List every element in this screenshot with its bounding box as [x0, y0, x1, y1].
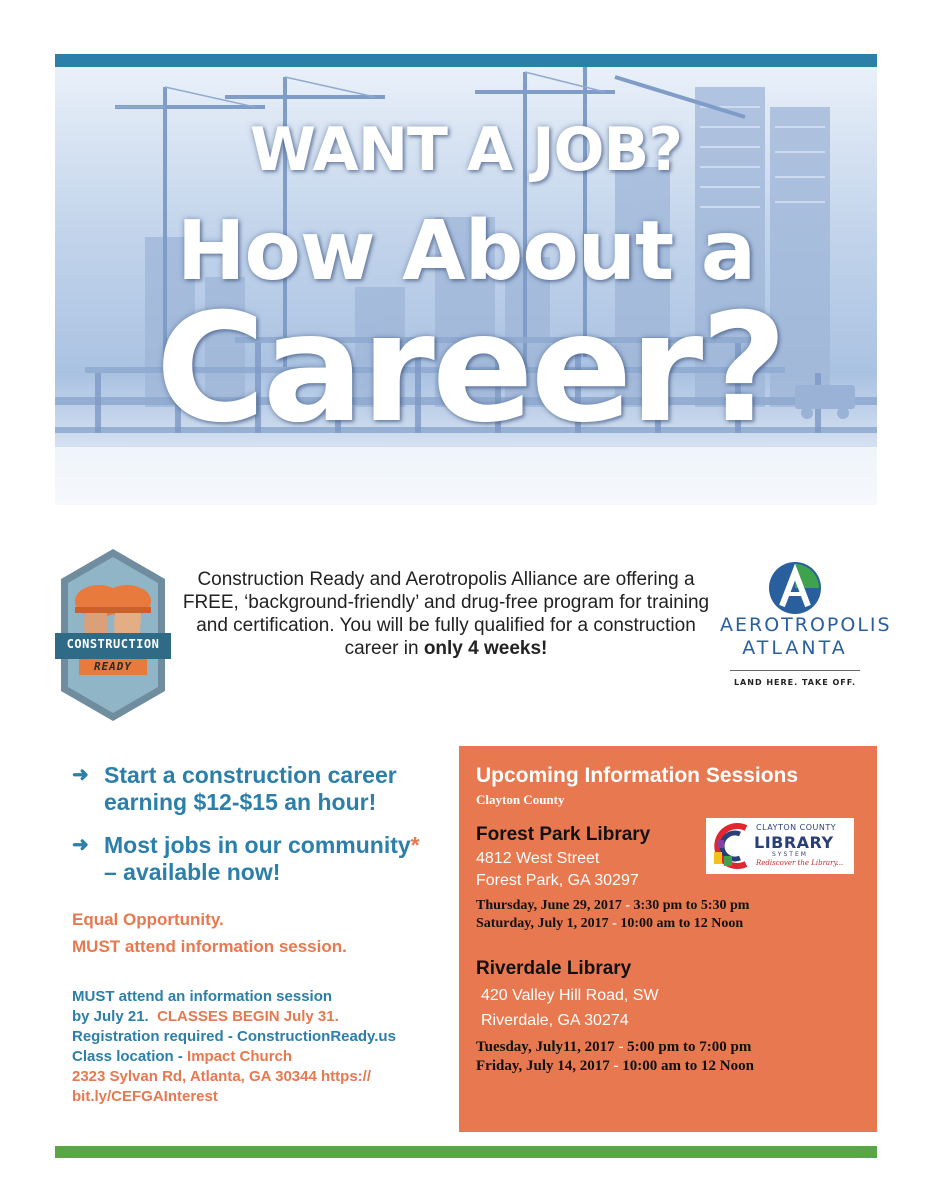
- detail-location: [72, 1047, 462, 1067]
- benefit-jobs-text: Most jobs in our community: [104, 832, 411, 858]
- top-accent-bar: [55, 54, 877, 67]
- session-day: Friday, July 14, 2017: [476, 1058, 610, 1074]
- benefit-list: [72, 762, 462, 902]
- detail-deadline: by July 21.: [72, 1008, 149, 1025]
- detail-location-name: Impact Church: [187, 1048, 293, 1065]
- sessions-title: Upcoming Information Sessions: [476, 764, 799, 787]
- notices: [72, 906, 472, 960]
- library-address-line2: Forest Park, GA 30297: [476, 872, 639, 889]
- cr-logo-text-ready: READY: [93, 660, 133, 673]
- library-logo-library: LIBRARY: [754, 833, 834, 852]
- intro-paragraph: [180, 568, 712, 660]
- session-day: Saturday, July 1, 2017: [476, 916, 609, 931]
- aerotropolis-tagline: LAND HERE. TAKE OFF.: [733, 678, 857, 687]
- detail-location-label: Class location -: [72, 1048, 188, 1065]
- construction-ready-logo: [55, 545, 171, 725]
- benefit-item-wages: [72, 762, 462, 816]
- library-logo-slogan: Rediscover the Library...: [756, 859, 844, 867]
- atlanta-wordmark: ATLANTA: [742, 637, 848, 659]
- session-separator: -: [608, 916, 621, 931]
- program-details: [72, 987, 462, 1107]
- arrow-right-icon: ➜: [72, 834, 89, 856]
- cr-logo-text-construction: CONSTRUCTION: [66, 637, 160, 651]
- session-hours: 5:00 pm to 7:00 pm: [627, 1039, 752, 1055]
- benefit-wages-text: Start a construction career earning $12-$15 an hour!: [104, 762, 397, 815]
- detail-line-2: [72, 1007, 462, 1027]
- session-time: [476, 898, 749, 914]
- sessions-county: Clayton County: [476, 792, 565, 807]
- intro-text: Construction Ready and Aerotropolis Alliance are offering a FREE, ‘background-friendly’ and drug-free program for training and certification. You will be fully qualified for a construction career in: [182, 569, 710, 659]
- session-time: [476, 916, 743, 932]
- session-hours: 10:00 am to 12 Noon: [620, 916, 744, 931]
- detail-registration[interactable]: Registration required - ConstructionReady.us: [72, 1028, 396, 1045]
- library-address-line1: 420 Valley Hill Road, SW: [481, 987, 659, 1004]
- session-separator: -: [621, 898, 634, 913]
- library-address-line2: Riverdale, GA 30274: [481, 1012, 629, 1029]
- notice-equal-opportunity: Equal Opportunity.: [72, 910, 224, 929]
- notice-must-attend: MUST attend information session.: [72, 937, 347, 956]
- session-separator: -: [614, 1039, 628, 1055]
- arrow-right-icon: ➜: [72, 764, 89, 786]
- clayton-county-library-logo: [706, 818, 854, 874]
- library-logo-county: CLAYTON COUNTY: [756, 823, 837, 832]
- session-day: Tuesday, July11, 2017: [476, 1039, 615, 1055]
- intro-bold-duration: only 4 weeks!: [423, 638, 548, 659]
- benefit-item-jobs: [72, 832, 462, 886]
- detail-line-1: MUST attend an information session: [72, 988, 333, 1005]
- library-logo-system: SYSTEM: [772, 851, 808, 858]
- session-separator: -: [609, 1058, 623, 1074]
- library-name-forest-park: Forest Park Library: [476, 824, 651, 845]
- benefit-jobs-rest: – available now!: [104, 859, 281, 885]
- aerotropolis-wordmark: AEROTROPOLIS: [720, 614, 892, 636]
- library-address-line1: 4812 West Street: [476, 850, 600, 867]
- session-day: Thursday, June 29, 2017: [476, 898, 622, 913]
- headline-want-a-job: WANT A JOB?: [249, 115, 683, 185]
- detail-classes-begin: CLASSES BEGIN July 31.: [157, 1008, 339, 1025]
- hero-banner: [55, 67, 877, 505]
- detail-address-link[interactable]: 2323 Sylvan Rd, Atlanta, GA 30344 https://: [72, 1068, 371, 1085]
- library-name-riverdale: Riverdale Library: [476, 958, 632, 979]
- bottom-accent-bar: [55, 1146, 877, 1158]
- aerotropolis-divider: [730, 670, 860, 671]
- asterisk-mark: *: [410, 832, 420, 858]
- information-sessions-box: [459, 746, 877, 1132]
- session-time: [476, 1039, 751, 1056]
- headline-career: Career?: [155, 282, 785, 456]
- session-hours: 10:00 am to 12 Noon: [622, 1058, 754, 1074]
- headline-how-about: How About a: [176, 204, 756, 299]
- session-hours: 3:30 pm to 5:30 pm: [633, 898, 750, 913]
- detail-short-link[interactable]: bit.ly/CEFGAInterest: [72, 1088, 218, 1105]
- session-time: [476, 1058, 754, 1075]
